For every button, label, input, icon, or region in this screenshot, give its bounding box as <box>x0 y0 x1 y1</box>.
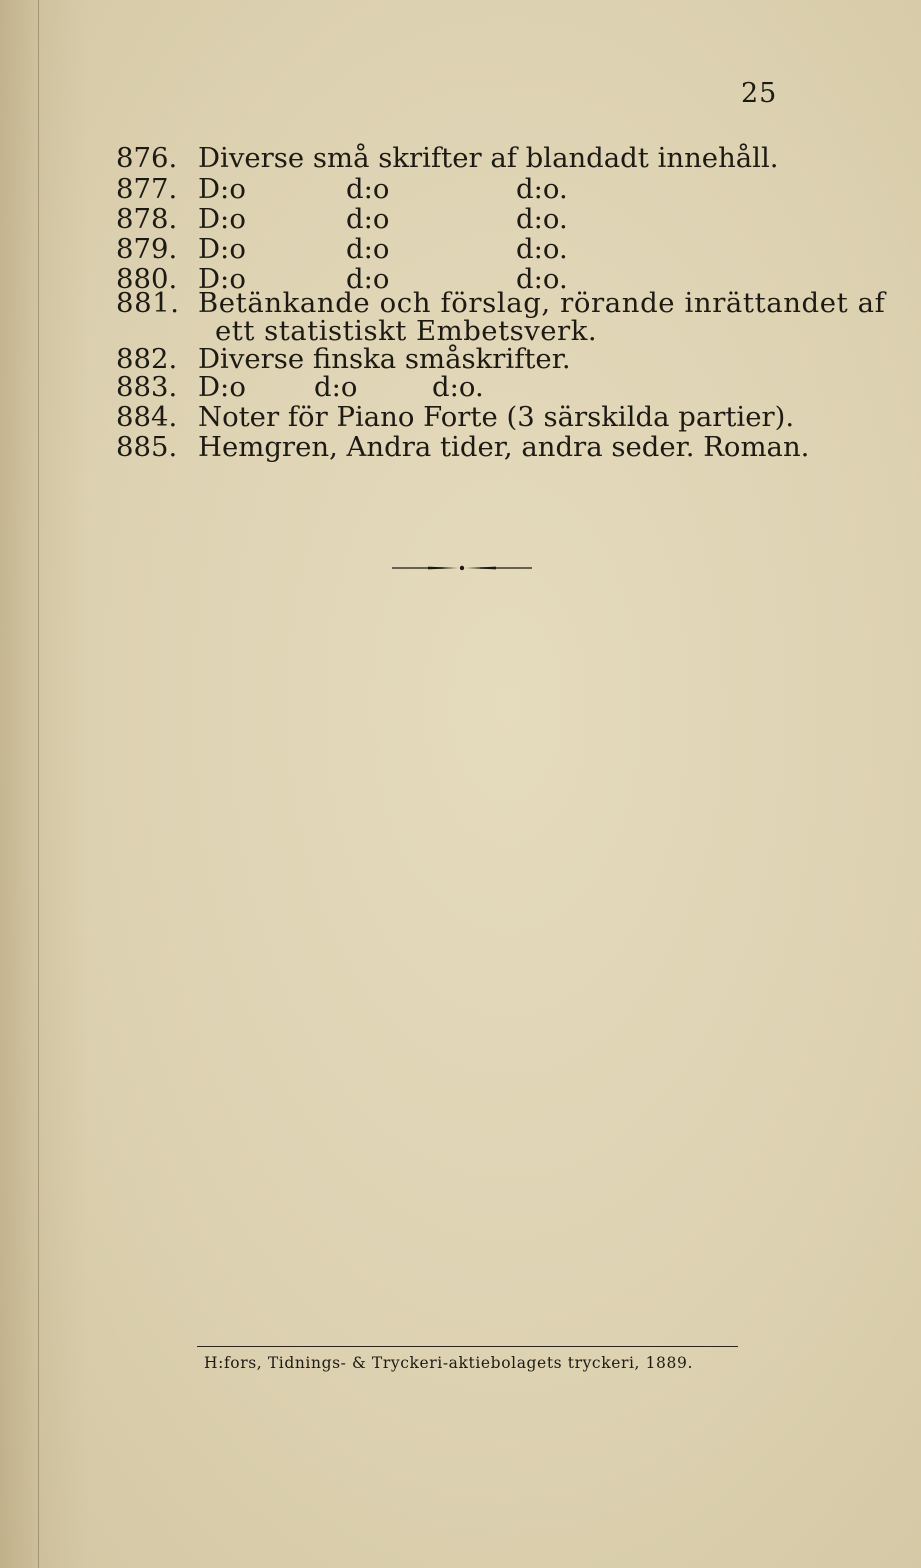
entry-number: 878. <box>116 203 178 235</box>
ditto-1: D:o <box>198 371 246 403</box>
entry-number: 883. <box>116 371 178 403</box>
list-item <box>116 371 484 403</box>
entry-text: Diverse finska småskrifter. <box>198 343 571 375</box>
list-item <box>116 431 810 463</box>
list-item <box>116 142 779 174</box>
entry-text: Hemgren, Andra tider, andra seder. Roman. <box>198 431 810 463</box>
entry-number: 877. <box>116 173 178 205</box>
list-item <box>116 203 568 235</box>
ditto-1: D:o <box>198 203 246 235</box>
ditto-1: D:o <box>198 173 246 205</box>
ditto-1: D:o <box>198 233 246 265</box>
ditto-3: d:o. <box>432 371 484 403</box>
ditto-3: d:o. <box>516 203 568 235</box>
entry-text: Diverse små skrifter af blandadt innehåll. <box>198 142 779 174</box>
ditto-2: d:o <box>314 371 358 403</box>
list-item <box>116 401 795 433</box>
list-item <box>116 287 886 319</box>
list-item <box>116 233 568 265</box>
entry-text: Betänkande och förslag, rörande inrättandet af <box>198 287 886 319</box>
entry-number: 882. <box>116 343 178 375</box>
list-item <box>116 343 571 375</box>
ditto-2: d:o <box>346 173 390 205</box>
ditto-1: D:o <box>198 263 246 295</box>
entry-number: 881. <box>116 287 180 319</box>
entry-number: 879. <box>116 233 178 265</box>
ditto-2: d:o <box>346 203 390 235</box>
entry-continuation: ett statistiskt Embetsverk. <box>215 315 598 347</box>
binding-edge <box>38 0 39 1568</box>
entry-text: Noter för Piano Forte (3 särskilda partier). <box>198 401 795 433</box>
page-number: 25 <box>741 78 778 109</box>
ditto-2: d:o <box>346 233 390 265</box>
ditto-2: d:o <box>346 263 390 295</box>
entry-number: 885. <box>116 431 178 463</box>
ditto-3: d:o. <box>516 233 568 265</box>
imprint-rule <box>197 1346 738 1347</box>
ornament-divider <box>392 558 532 578</box>
imprint: H:fors, Tidnings- & Tryckeri-aktiebolagets tryckeri, 1889. <box>204 1354 693 1372</box>
entry-number: 880. <box>116 263 178 295</box>
ditto-3: d:o. <box>516 173 568 205</box>
ditto-3: d:o. <box>516 263 568 295</box>
entry-number: 876. <box>116 142 178 174</box>
entry-number: 884. <box>116 401 178 433</box>
list-item <box>116 173 568 205</box>
